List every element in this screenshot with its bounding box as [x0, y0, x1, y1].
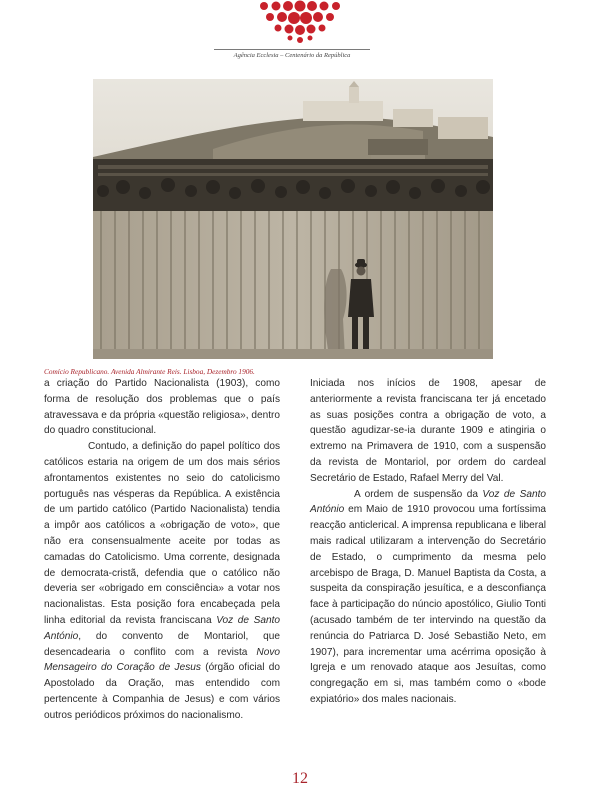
right-column — [310, 376, 546, 708]
right-paragraph-2-end: em Maio de 1910 provocou uma fortíssima reacção anticlerical. A imprensa republicana e liberal mais radical utilizaram a intervenção do Secretário de Estado, o cumprimento da mesma pelo arcebispo de Braga, D. Manuel Baptista da Costa, a suspeita da conspiração jesuítica, e a desconfiança face à participação do núncio apostólico, Giulio Tonti (acusado também de ter intervindo na questão da renúncia do Patriarca D. José Sebastião Neto, em 1907), para incrementar uma acérrima oposição à Igreja e um renovado ataque aos Jesuítas, como congregação em si, mas também como o «bode expiatório» dos males nacionais. — [310, 504, 546, 705]
right-paragraph-1: Iniciada nos inícios de 1908, apesar de anteriormente a revista franciscana ter já encetado as suas posições contra a obrigação de voto, a questão agudizar-se-ia durante 1909 e atingiria o extremo na Primavera de 1910, com a suspensão da revista de Montariol, por ordem do cardeal Secretário de Estado, Rafael Merry del Val. — [310, 378, 546, 484]
left-column — [44, 376, 280, 724]
right-paragraph-2 — [310, 487, 546, 708]
photo-caption: Comício Republicano. Avenida Almirante Reis. Lisboa, Dezembro 1906. — [44, 367, 255, 376]
left-paragraph-2 — [44, 439, 280, 723]
header-rule — [214, 49, 370, 50]
right-paragraph-2-start: A ordem de suspensão da — [354, 488, 483, 500]
left-paragraph-1: a criação do Partido Nacionalista (1903), como forma de resolução dos problemas que o país atravessava e da própria «questão religiosa», dentro do quadro constitucional. — [44, 378, 280, 437]
historic-photo — [93, 79, 493, 359]
left-paragraph-2-italic-1: Voz de Santo António — [44, 614, 281, 642]
left-paragraph-2-middle: , do convento de Montariol, que desencadearia o conflito com a revista — [44, 630, 280, 658]
header-text: Agência Ecclesia – Centenário da República — [233, 52, 351, 59]
left-paragraph-2-text: Contudo, a definição do papel político dos católicos estaria na origem de um dos mais sérios afrontamentos existentes no seio do catolicismo português nas vésperas da República. A existência de um partido católico (Partido Nacionalista) tendia a impôr aos católicos a «obrigação de voto», que não era consensualmente aceite por todas as camadas do Catolicismo. Uma corrente, designada de democrata-cristã, defendia que o católico não deveria ser «obrigado em consciência» a votar nos nacionalistas. Esta posição fora encabeçada pela linha editorial da revista franciscana — [44, 441, 280, 626]
right-paragraph-2-italic: Voz de Santo António — [310, 488, 546, 516]
left-paragraph-2-italic-2: Novo Mensageiro do Coração de Jesus — [44, 646, 280, 674]
page-number: 12 — [292, 770, 308, 787]
logo-icon — [250, 0, 350, 46]
left-paragraph-2-end: (órgão oficial do Apostolado da Oração, mas entendido com pertencente à Companhia de Jesus) e com vários outros periódicos próximos do nacionalismo. — [44, 662, 281, 721]
